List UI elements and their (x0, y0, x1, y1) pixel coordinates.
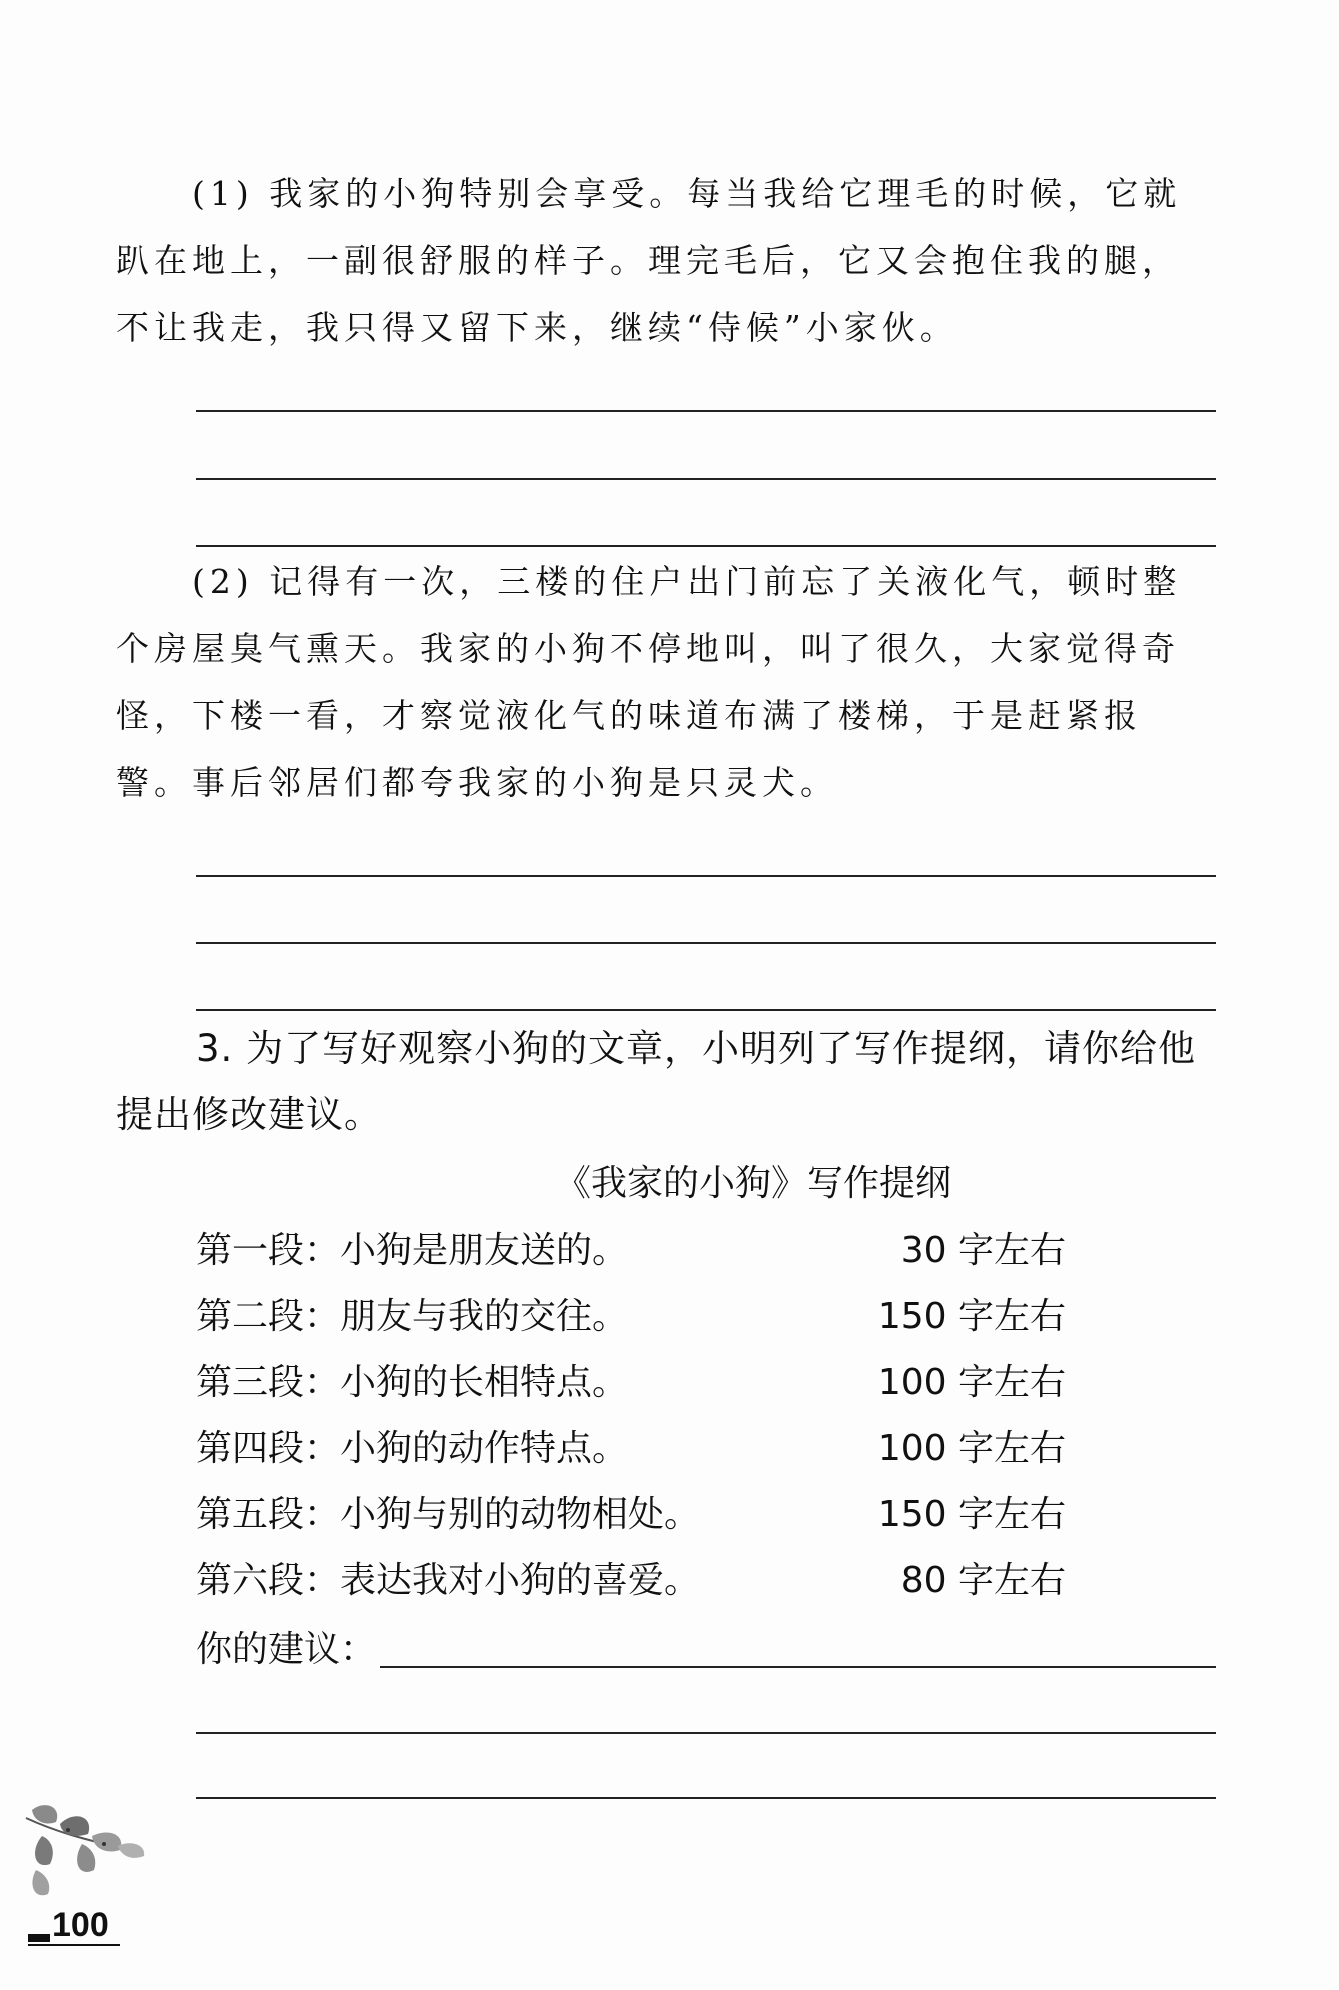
outline-segment: 第五段：小狗与别的动物相处。 (196, 1494, 701, 1535)
question-3: 3. 为了写好观察小狗的文章，小明列了写作提纲，请你给他提出修改建议。 (116, 1027, 1197, 1136)
outline-segment: 第一段：小狗是朋友送的。 (196, 1230, 629, 1271)
passage-2: (2) 记得有一次，三楼的住户出门前忘了关液化气，顿时整个房屋臭气熏天。我家的小狗不停地叫，叫了很久，大家觉得奇怪，下楼一看，才察觉液化气的味道布满了楼梯，于是赶紧报警。事后邻居们都夸我家的小狗是只灵犬。 (116, 562, 1182, 802)
page-number-underline (28, 1944, 120, 1946)
answer-line-1c[interactable] (196, 545, 1216, 547)
answer-line-1a[interactable] (196, 410, 1216, 412)
leaf-branch-icon (22, 1800, 152, 1910)
outline-row (196, 1226, 1066, 1276)
page-number: 100 (52, 1906, 109, 1944)
outline-word-count: 80 字左右 (900, 1560, 1066, 1601)
answer-line-2b[interactable] (196, 942, 1216, 944)
suggestion-answer-line-c[interactable] (196, 1797, 1216, 1799)
outline-title: 《我家的小狗》写作提纲 (555, 1163, 952, 1204)
outline-row (196, 1556, 1066, 1606)
page-number-marker (28, 1934, 50, 1942)
outline-row (196, 1424, 1066, 1474)
outline-word-count: 30 字左右 (900, 1230, 1066, 1271)
suggestion-answer-line-b[interactable] (196, 1732, 1216, 1734)
outline-segment: 第六段：表达我对小狗的喜爱。 (196, 1560, 701, 1601)
answer-line-2c[interactable] (196, 1009, 1216, 1011)
outline-word-count: 100 字左右 (877, 1428, 1066, 1469)
answer-line-1b[interactable] (196, 478, 1216, 480)
answer-line-2a[interactable] (196, 875, 1216, 877)
outline-segment: 第四段：小狗的动作特点。 (196, 1428, 629, 1469)
suggestion-answer-line-a[interactable] (380, 1666, 1216, 1668)
passage-1: (1) 我家的小狗特别会享受。每当我给它理毛的时候，它就趴在地上，一副很舒服的样子。理完毛后，它又会抱住我的腿，不让我走，我只得又留下来，继续“侍候”小家伙。 (116, 174, 1182, 347)
outline-word-count: 150 字左右 (877, 1494, 1066, 1535)
outline-row (196, 1358, 1066, 1408)
outline-row (196, 1490, 1066, 1540)
outline-row (196, 1292, 1066, 1342)
outline-segment: 第三段：小狗的长相特点。 (196, 1362, 629, 1403)
suggestion-label: 你的建议： (196, 1629, 377, 1670)
outline-word-count: 150 字左右 (877, 1296, 1066, 1337)
outline-word-count: 100 字左右 (877, 1362, 1066, 1403)
outline-segment: 第二段：朋友与我的交往。 (196, 1296, 629, 1337)
